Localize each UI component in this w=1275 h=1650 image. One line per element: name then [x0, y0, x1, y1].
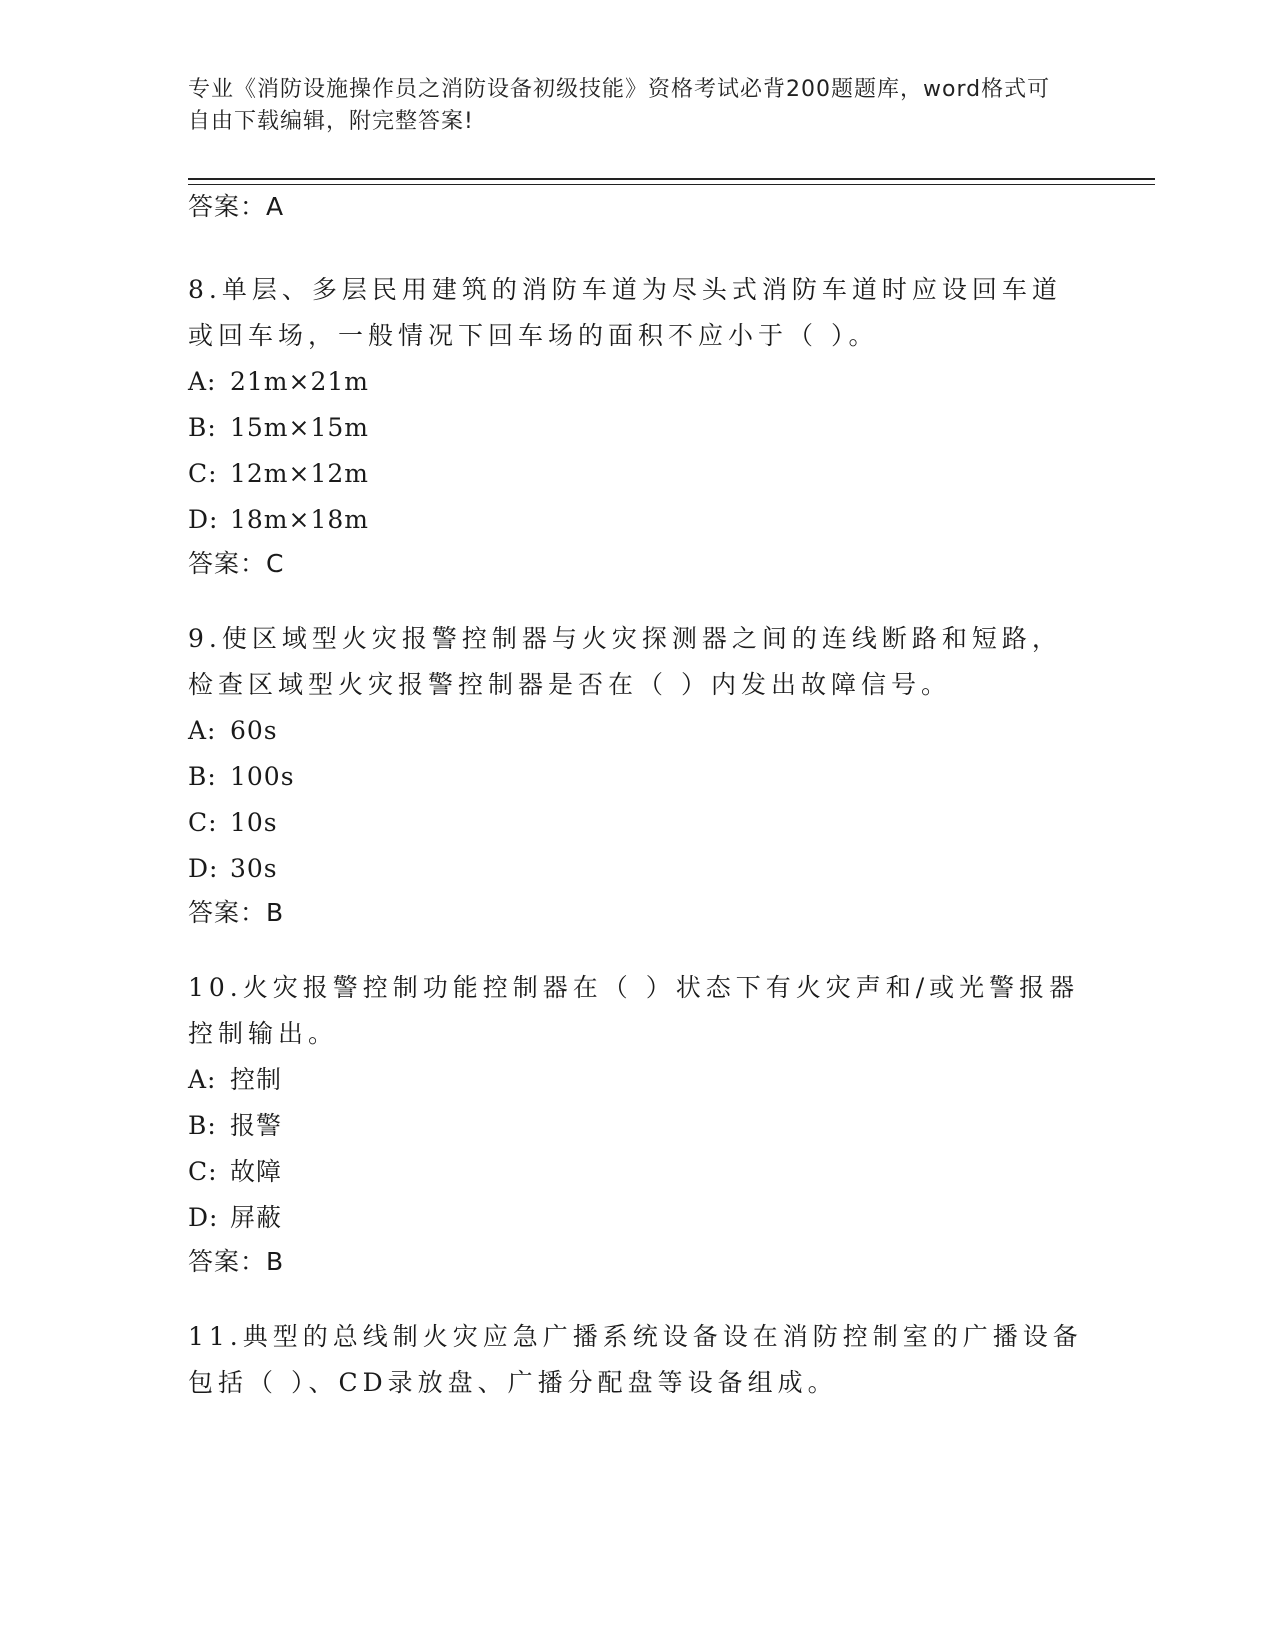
option-b: B: 15m×15m — [188, 413, 369, 442]
question-10 — [188, 965, 1088, 1279]
document-header: 专业《消防设施操作员之消防设备初级技能》资格考试必背200题题库，word格式可自由下载编辑，附完整答案! — [188, 77, 1051, 134]
question-8 — [188, 267, 1088, 581]
option-d: D: 屏蔽 — [188, 1203, 283, 1232]
option-c: C: 故障 — [188, 1157, 283, 1186]
question-stem: 9.使区域型火灾报警控制器与火灾探测器之间的连线断路和短路，检查区域型火灾报警控制器是否在（ ）内发出故障信号。 — [188, 624, 1062, 699]
answer: 答案：B — [188, 1247, 285, 1276]
option-c: C: 10s — [188, 808, 278, 837]
question-9 — [188, 616, 1088, 930]
question-stem: 8.单层、多层民用建筑的消防车道为尽头式消防车道时应设回车道或回车场，一般情况下回车场的面积不应小于（ ）。 — [188, 275, 1062, 350]
option-a: A: 控制 — [188, 1065, 283, 1094]
option-b: B: 100s — [188, 762, 295, 791]
question-11 — [188, 1314, 1088, 1406]
option-c: C: 12m×12m — [188, 459, 369, 488]
option-d: D: 18m×18m — [188, 505, 369, 534]
option-d: D: 30s — [188, 854, 278, 883]
answer-7: 答案：A — [188, 192, 285, 221]
option-a: A: 21m×21m — [188, 367, 369, 396]
option-a: A: 60s — [188, 716, 278, 745]
answer: 答案：C — [188, 549, 285, 578]
question-stem: 10.火灾报警控制功能控制器在（ ）状态下有火灾声和/或光警报器控制输出。 — [188, 973, 1080, 1048]
question-stem: 11.典型的总线制火灾应急广播系统设备设在消防控制室的广播设备包括（ ）、CD录放盘、广播分配盘等设备组成。 — [188, 1322, 1083, 1397]
header-divider — [188, 178, 1155, 180]
answer: 答案：B — [188, 898, 285, 927]
option-b: B: 报警 — [188, 1111, 283, 1140]
header-divider-thin — [188, 184, 1155, 185]
